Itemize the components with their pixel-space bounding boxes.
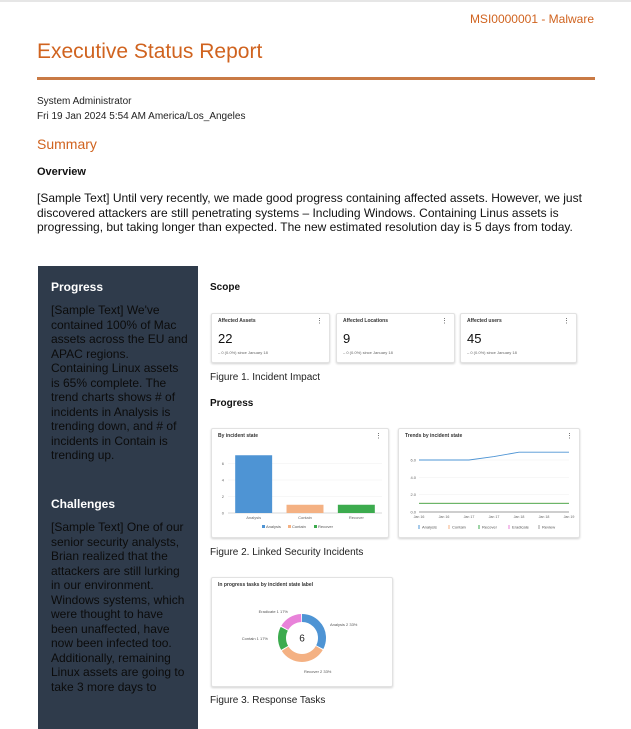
x-tick-label: Jan 16 [438,515,450,519]
x-tick-label: Jan 16 [413,515,425,519]
y-tick-label: 6 [221,461,224,466]
more-vert-icon[interactable]: ⋮ [375,433,382,440]
legend-label: Contain [452,524,466,530]
x-tick-label: Jan 17 [488,515,500,519]
bar [287,505,324,513]
bar-chart [212,429,388,537]
metric-change: – 0 (0.0%) since January 18 [343,350,393,355]
more-vert-icon[interactable]: ⋮ [441,318,448,325]
bar [235,455,272,513]
metric-value: 22 [218,331,233,346]
y-tick-label: 2 [221,494,224,499]
more-vert-icon[interactable]: ⋮ [563,318,570,325]
overview-text: [Sample Text] Until very recently, we made good progress containing affected assets. However, we just discovered attackers are still penetrating systems – Including Windows. Containing Linus assets is progressing, but taking longer than expected. The new estimated resolution day is 5 days from today. [37,191,582,234]
y-tick-label: 0 [221,510,224,516]
legend-label: Eradicate [512,524,529,530]
slice-label: Eradicate 1 17% [258,609,288,614]
series-line [419,452,569,460]
y-tick-label: 4 [221,477,224,483]
chart-title: Trends by incident state [405,433,463,439]
donut-center-label: 6 [299,633,305,645]
x-tick-label: Jan 17 [463,515,475,519]
metric-value: 9 [343,331,351,346]
bar-chart-card[interactable] [211,428,389,538]
line-chart [399,429,579,537]
progress-section-heading: Progress [210,398,254,409]
chart-title: By incident state [218,433,259,439]
legend-swatch [314,525,317,528]
summary-heading: Summary [37,136,97,152]
x-tick-label: Jan 18 [513,515,525,519]
bar [338,505,375,513]
metric-card-affected-users[interactable] [460,313,577,363]
y-tick-label: 4.0 [410,474,416,480]
legend-swatch [288,525,291,528]
slice-label: Contain 1 17% [241,636,268,641]
legend-label: Analysis [266,524,281,529]
donut-chart [212,578,392,686]
legend-label: Review [542,524,556,530]
x-tick-label: Analysis [246,515,262,520]
y-tick-label: 2.0 [410,492,416,498]
more-vert-icon[interactable]: ⋮ [316,318,323,325]
figure-1-caption: Figure 1. Incident Impact [210,372,321,383]
title-rule [37,77,595,80]
metric-value: 45 [467,331,482,346]
chart-title: In progress tasks by incident state label [218,582,314,588]
progress-heading: Progress [51,280,104,294]
more-vert-icon[interactable]: ⋮ [566,433,573,440]
sidebar-panel [38,266,198,729]
slice-label: Recover 2 33% [304,669,332,674]
metric-change: – 0 (0.0%) since January 18 [467,350,517,355]
report-title: Executive Status Report [37,40,263,63]
donut-chart-card[interactable] [211,577,393,687]
legend-swatch [262,525,265,528]
figure-2-caption: Figure 2. Linked Security Incidents [210,547,364,558]
metric-title: Affected users [467,318,502,324]
metric-change: – 0 (0.0%) since January 18 [218,350,268,355]
report-datetime: Fri 19 Jan 2024 5:54 AM America/Los_Angeles [37,111,246,122]
author: System Administrator [37,96,132,107]
figure-3-caption: Figure 3. Response Tasks [210,695,326,706]
legend-label: Analysis [422,524,437,530]
x-tick-label: Contain [298,515,312,520]
x-tick-label: Jan 18 [538,515,550,519]
legend-label: Recover [482,524,497,530]
legend-label: Recover [318,524,333,529]
challenges-text: [Sample Text] One of our senior security analysts, Brian realized that the attackers are still lurking in our environment. Windows systems, which were thought to have been unaffected, have now been infected too. Additionally, remaining Linux assets are going to take 3 more days to [51,520,185,694]
metric-card-affected-assets[interactable] [211,313,330,363]
challenges-heading: Challenges [51,497,116,511]
slice-label: Analysis 2 33% [330,622,358,627]
progress-text: [Sample Text] We've contained 100% of Mac assets across the EU and APAC regions. Containing Linux assets is 65% complete. The trend charts shows # of incidents in Analysis is trending down, and # of incidents in Contain is trending up. [51,303,188,462]
top-divider [0,0,631,2]
x-tick-label: Jan 19 [563,515,575,519]
line-chart-card[interactable] [398,428,580,538]
metric-card-affected-locations[interactable] [336,313,455,363]
x-tick-label: Recover [348,515,364,520]
legend-label: Contain [292,524,306,529]
incident-id: MSI0000001 - Malware [469,12,594,26]
metric-title: Affected Assets [218,318,256,324]
y-tick-label: 6.0 [410,457,416,463]
scope-heading: Scope [210,282,241,293]
overview-heading: Overview [37,166,86,178]
metric-title: Affected Locations [343,318,389,324]
y-tick-label: 0.0 [410,509,416,515]
